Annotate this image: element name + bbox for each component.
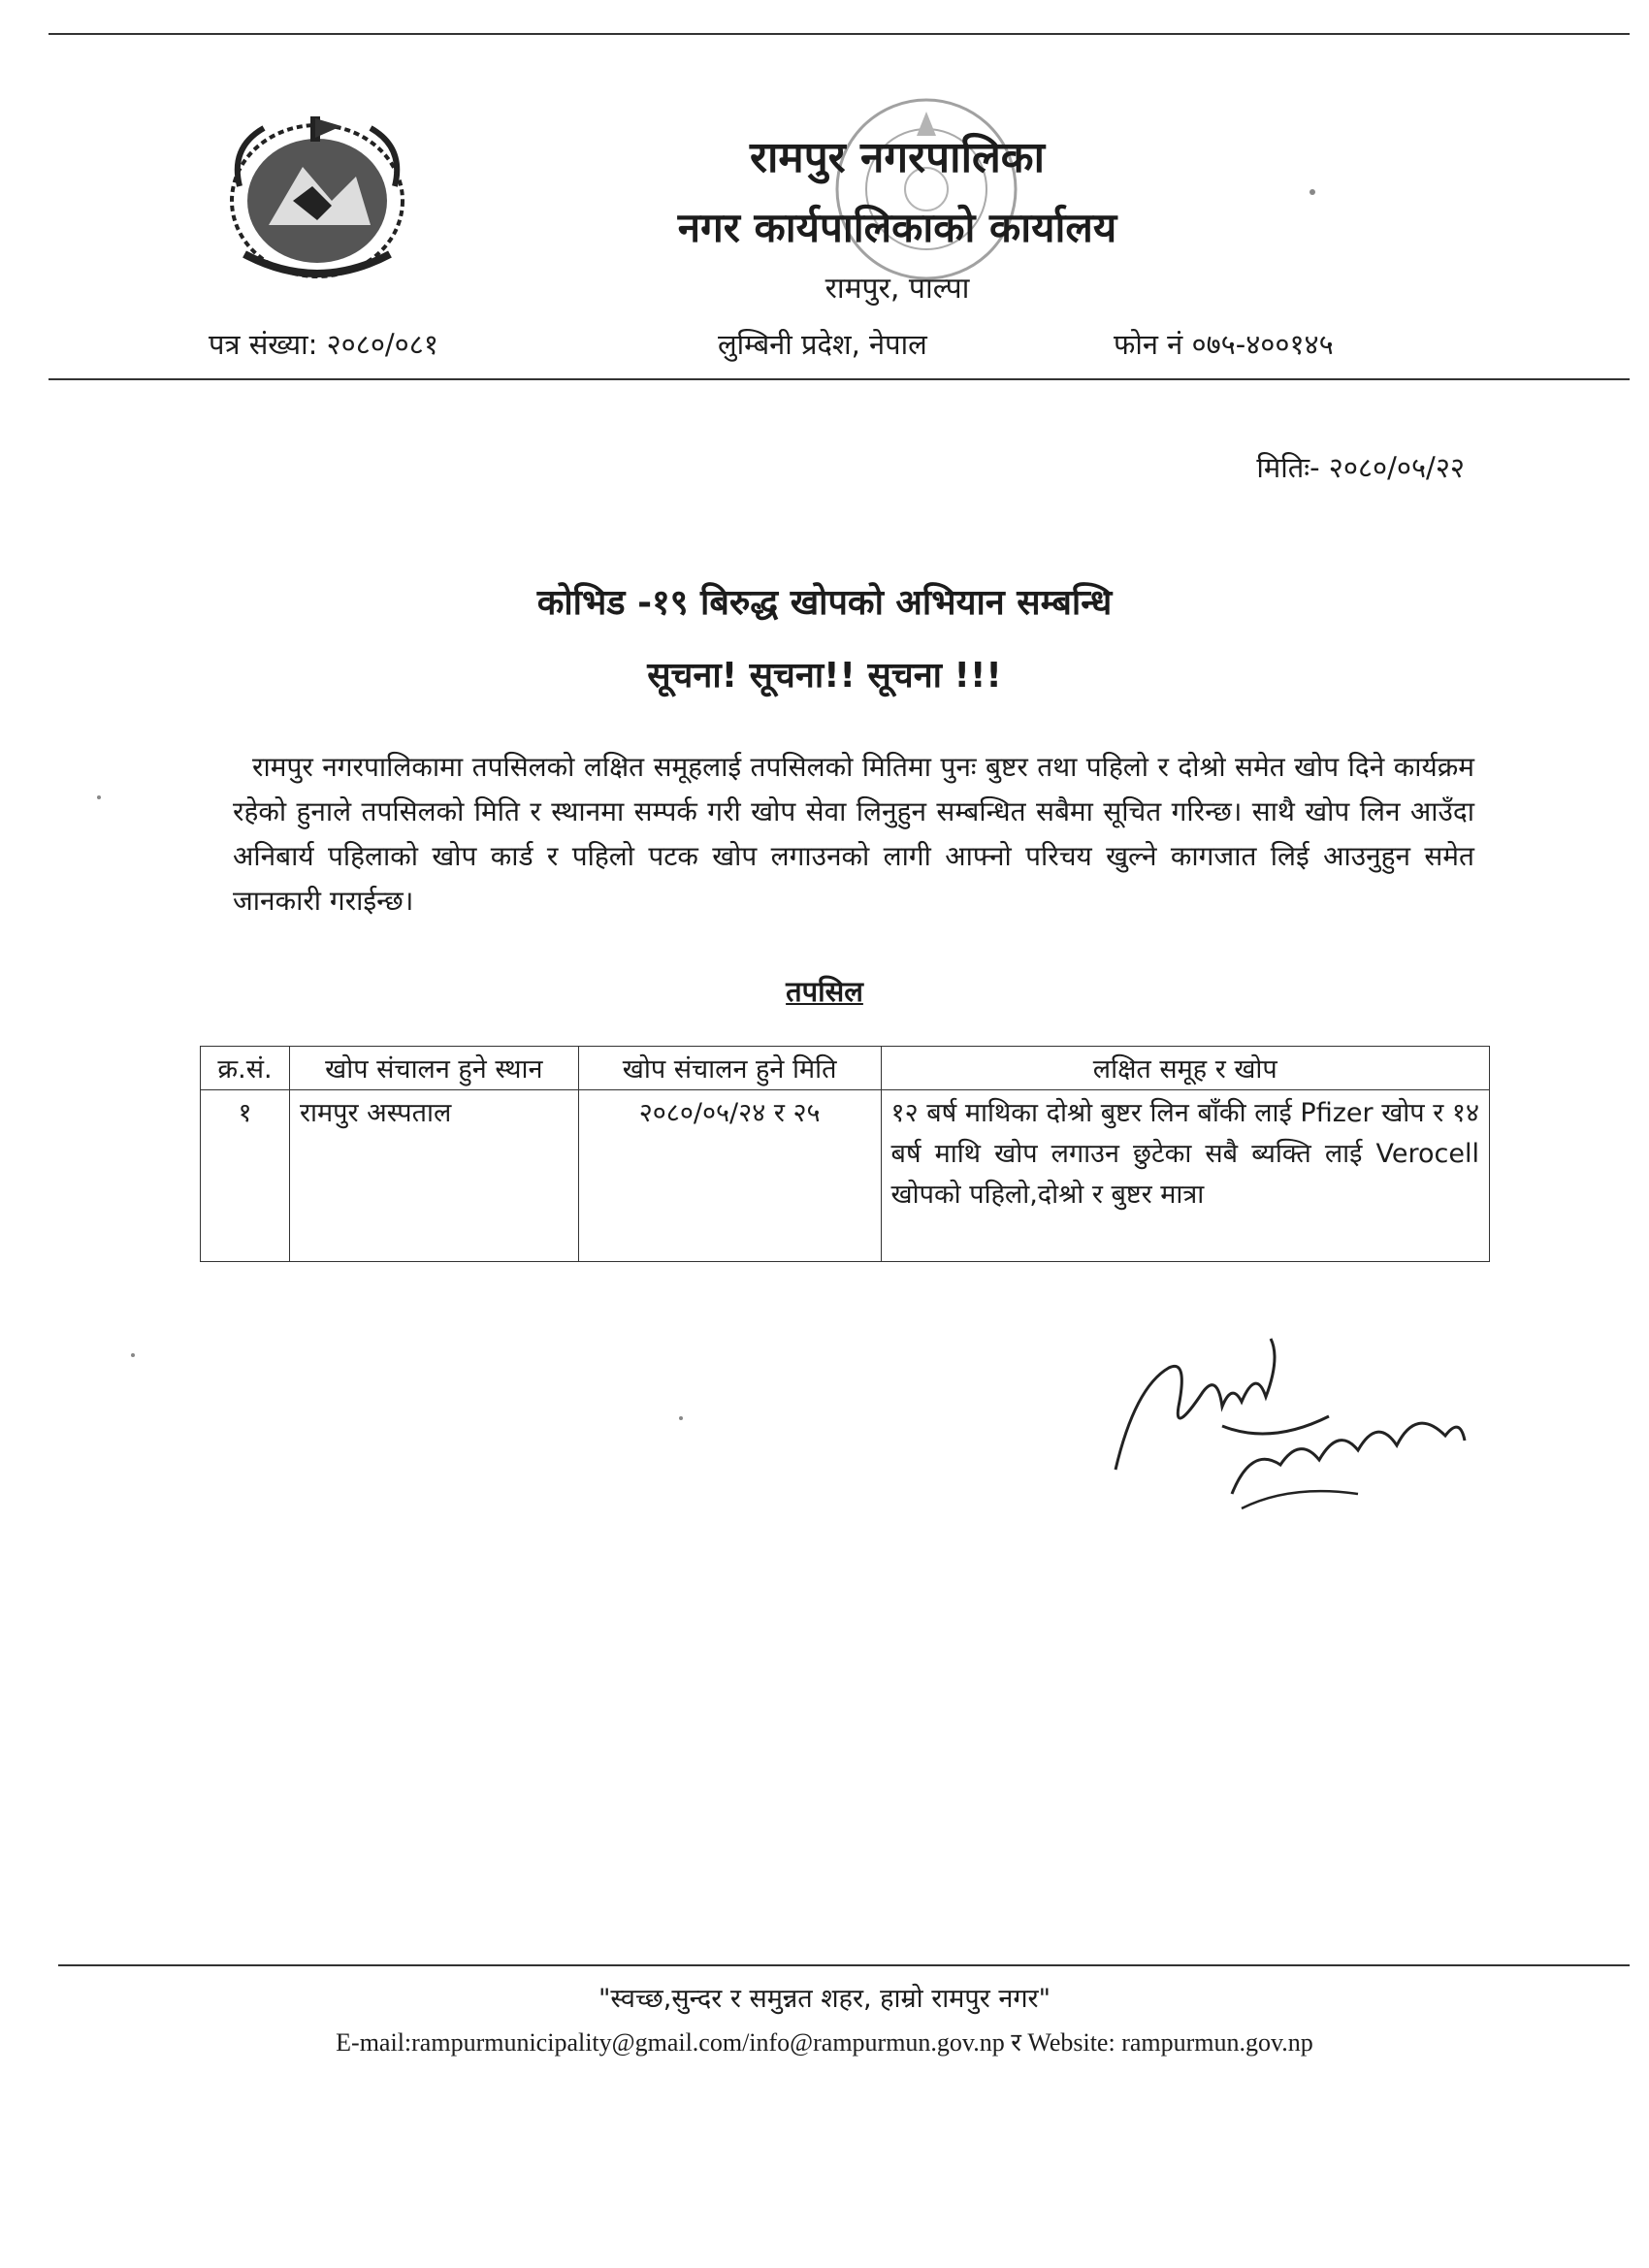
office-subtitle: नगर कार्यपालिकाको कार्यालय	[677, 204, 1117, 251]
notice-body: रामपुर नगरपालिकामा तपसिलको लक्षित समूहलाई तपसिलको मितिमा पुनः बुष्टर तथा पहिलो र दोश्रो समेत खोप दिने कार्यक्रम रहेको हुनाले तपसिलको मिति र स्थानमा सम्पर्क गरी खोप सेवा लिनुहुन सम्बन्धित सबैमा सूचित गरिन्छ। साथै खोप लिन आउँदा अनिबार्य पहिलाको खोप कार्ड र पहिलो पटक खोप लगाउनको लागी आफ्नो परिचय खुल्ने कागजात लिई आउनुहुन समेत जानकारी गराईन्छ।	[233, 751, 1474, 917]
nepal-emblem-icon	[225, 109, 409, 283]
cell-target-group: १२ बर्ष माथिका दोश्रो बुष्टर लिन बाँकी लाई Pfizer खोप र १४ बर्ष माथि खोप लगाउन छुटेका सबै ब्यक्ति लाई Verocell खोपको पहिलो,दोश्रो र बुष्टर मात्रा	[881, 1090, 1489, 1262]
letter-date: मितिः- २०८०/०५/२२	[1256, 451, 1465, 484]
cell-date: २०८०/०५/२४ र २५	[578, 1090, 881, 1262]
scan-speck	[97, 795, 101, 799]
table-row	[201, 1090, 1490, 1262]
footer-contact: E-mail:rampurmunicipality@gmail.com/info@rampurmun.gov.np र Website: rampurmun.gov.np	[336, 2028, 1313, 2057]
schedule-title: तपसिल	[786, 975, 863, 1008]
header-rule	[48, 378, 1630, 380]
scan-speck	[679, 1416, 683, 1420]
cell-location: रामपुर अस्पताल	[289, 1090, 578, 1262]
office-name: रामपुर नगरपालिका	[749, 133, 1045, 182]
schedule-table	[200, 1046, 1490, 1262]
office-stamp	[829, 92, 1023, 291]
subject-line: कोभिड -१९ बिरुद्ध खोपको अभियान सम्बन्धि	[536, 583, 1113, 623]
table-header-row	[201, 1047, 1490, 1090]
scan-speck	[131, 1353, 135, 1357]
province-label: लुम्बिनी प्रदेश, नेपाल	[718, 328, 927, 361]
col-date: खोप संचालन हुने मिति	[578, 1047, 881, 1090]
top-rule	[48, 33, 1630, 35]
footer-motto: "स्वच्छ,सुन्दर र समुन्नत शहर, हाम्रो रामपुर नगर"	[598, 1984, 1051, 2014]
col-target-group: लक्षित समूह र खोप	[881, 1047, 1489, 1090]
reference-number: पत्र संख्या: २०८०/०८१	[209, 328, 438, 361]
office-address: रामपुर, पाल्पा	[824, 272, 970, 306]
cell-serial: १	[201, 1090, 290, 1262]
notice-heading: सूचना! सूचना!! सूचना !!!	[647, 656, 1002, 696]
col-location: खोप संचालन हुने स्थान	[289, 1047, 578, 1090]
scan-speck	[1310, 189, 1315, 195]
phone-number: फोन नं ०७५-४००१४५	[1114, 328, 1334, 361]
footer-rule	[58, 1964, 1630, 1966]
signature	[1096, 1300, 1484, 1523]
col-serial: क्र.सं.	[201, 1047, 290, 1090]
